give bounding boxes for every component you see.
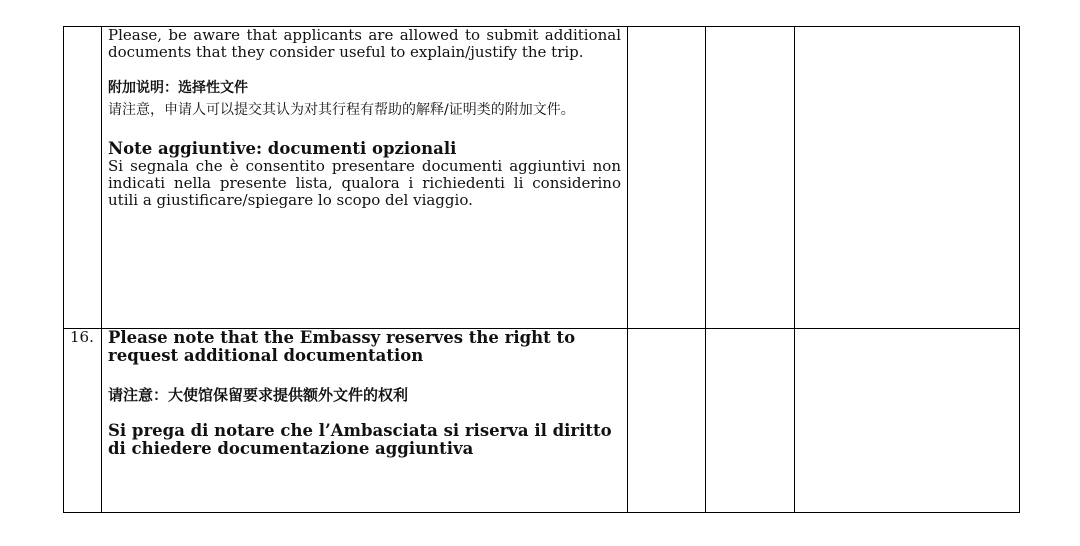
empty-cell (706, 329, 795, 513)
row-number-cell (64, 27, 102, 329)
italian-note: Si segnala che è consentito presentare documenti aggiuntivi non indicati nella presente lista, qualora i richiedenti li considerino utili a giustificare/spiegare lo scopo del viaggio. (108, 157, 621, 209)
table-row (64, 329, 1020, 513)
empty-cell (795, 27, 1020, 329)
italian-notice: Si prega di notare che l’Ambasciata si riserva il diritto di chiedere documentazione aggiuntiva (108, 421, 612, 458)
empty-cell (706, 27, 795, 329)
table-row (64, 27, 1020, 329)
description-cell (102, 329, 628, 513)
english-notice: Please note that the Embassy reserves the right to request additional documentation (108, 328, 576, 365)
english-note: Please, be aware that applicants are allowed to submit additional documents that they consider useful to explain/justify the trip. (108, 26, 621, 61)
document-table (63, 26, 1020, 513)
chinese-note: 请注意，申请人可以提交其认为对其行程有帮助的解释/证明类的附加文件。 (108, 102, 575, 118)
chinese-notice: 请注意：大使馆保留要求提供额外文件的权利 (108, 386, 409, 404)
chinese-heading: 附加说明：选择性文件 (108, 80, 248, 96)
empty-cell (795, 329, 1020, 513)
row-number-cell: 16. (64, 329, 102, 513)
description-cell (102, 27, 628, 329)
empty-cell (628, 27, 706, 329)
italian-heading: Note aggiuntive: documenti opzionali (108, 139, 457, 158)
empty-cell (628, 329, 706, 513)
